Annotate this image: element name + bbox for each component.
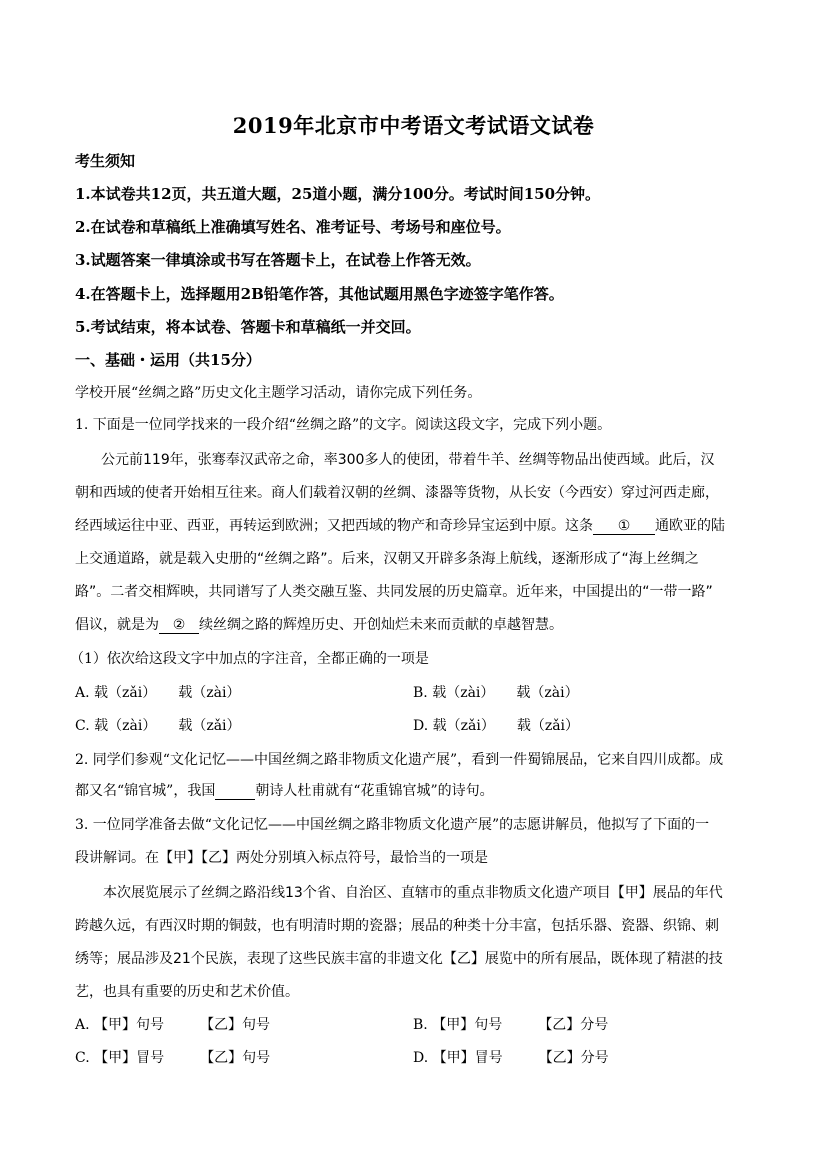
q1-option-c[interactable]: C. 载（zài） 载（zǎi） — [75, 718, 241, 734]
q3-option-c[interactable]: C. 【甲】冒号 【乙】句号 — [75, 1050, 271, 1066]
question-2-line-2: 都又名“锦官城”，我国 朝诗人杜甫就有“花重锦官城”的诗句。 — [75, 783, 494, 799]
passage1-line-6-tail: 续丝绸之路的辉煌历史、开创灿烂未来而贡献的卓越智慧。 — [199, 617, 563, 633]
passage2-line-2: 跨越久远，有西汉时期的铜鼓，也有明清时期的瓷器；展品的种类十分丰富，包括乐器、瓷器、织锦、刺 — [75, 918, 719, 934]
passage1-line-6 — [75, 614, 755, 634]
question-3-line-2: 段讲解词。在【甲】【乙】两处分别填入标点符号，最恰当的一项是 — [75, 850, 488, 866]
notice-item-5: 5.考试结束，将本试卷、答题卡和草稿纸一并交回。 — [75, 318, 421, 336]
section-intro: 学校开展“丝绸之路”历史文化主题学习活动，请你完成下列任务。 — [75, 385, 482, 401]
passage1-line-6-text: 倡议，就是为 — [75, 617, 159, 633]
question-1-stem: 1. 下面是一位同学找来的一段介绍“丝绸之路”的文字。阅读这段文字，完成下列小题。 — [75, 417, 612, 433]
passage1-line-3-tail: 通欧亚的陆 — [655, 518, 725, 534]
passage2-line-3: 绣等；展品涉及21个民族，表现了这些民族丰富的非遗文化【乙】展览中的所有展品，既体现了精湛的技 — [75, 951, 723, 967]
blank-2: ② — [159, 617, 199, 634]
notice-heading: 考生须知 — [75, 152, 136, 170]
passage2-line-1: 本次展览展示了丝绸之路沿线13个省、自治区、直辖市的重点非物质文化遗产项目【甲】展品的年代 — [103, 885, 723, 901]
question-3-line-1: 3. 一位同学准备去做“文化记忆——中国丝绸之路非物质文化遗产展”的志愿讲解员，他拟写了下面的一 — [75, 817, 710, 833]
notice-item-4: 4.在答题卡上，选择题用2B铅笔作答，其他试题用黑色字迹签字笔作答。 — [75, 285, 564, 303]
q3-option-d[interactable]: D. 【甲】冒号 【乙】分号 — [413, 1050, 609, 1066]
section-heading: 一、基础・运用（共15分） — [75, 351, 261, 369]
notice-item-1: 1.本试卷共12页，共五道大题，25道小题，满分100分。考试时间150分钟。 — [75, 185, 601, 203]
passage1-line-5: 路”。二者交相辉映，共同谱写了人类交融互鉴、共同发展的历史篇章。近年来，中国提出的“一带一路” — [75, 584, 713, 600]
q1-option-b[interactable]: B. 载（zài） 载（zài） — [413, 685, 579, 701]
dynasty-blank[interactable] — [215, 783, 255, 800]
passage1-line-1: 公元前119年，张骞奉汉武帝之命，率300多人的使团，带着牛羊、丝绸等物品出使西域。此后，汉 — [101, 452, 715, 468]
passage2-line-4: 艺，也具有重要的历史和艺术价值。 — [75, 984, 299, 1000]
q1-option-a[interactable]: A. 载（zǎi） 载（zài） — [75, 685, 241, 701]
question-2-line-1: 2. 同学们参观“文化记忆——中国丝绸之路非物质文化遗产展”，看到一件蜀锦展品，它来自四川成都。成 — [75, 752, 724, 768]
passage1-line-3 — [75, 515, 755, 535]
notice-item-2: 2.在试卷和草稿纸上准确填写姓名、准考证号、考场号和座位号。 — [75, 218, 511, 236]
q1-option-d[interactable]: D. 载（zǎi） 载（zǎi） — [413, 718, 580, 734]
page-title: 2019年北京市中考语文考试语文试卷 — [232, 113, 595, 138]
blank-1: ① — [593, 518, 655, 535]
passage1-line-2: 朝和西域的使者开始相互往来。商人们载着汉朝的丝绸、漆器等货物，从长安（今西安）穿过河西走廊， — [75, 485, 719, 501]
q3-option-b[interactable]: B. 【甲】句号 【乙】分号 — [413, 1017, 609, 1033]
sub-question-1: （1）依次给这段文字中加点的字注音，全都正确的一项是 — [70, 651, 429, 667]
passage1-line-4: 上交通道路，就是载入史册的“丝绸之路”。后来，汉朝又开辟多条海上航线，逐渐形成了“海上丝绸之 — [75, 551, 699, 567]
q3-option-a[interactable]: A. 【甲】句号 【乙】句号 — [75, 1017, 271, 1033]
passage1-line-3-text: 经西域运往中亚、西亚，再转运到欧洲；又把西域的物产和奇珍异宝运到中原。这条 — [75, 518, 593, 534]
notice-item-3: 3.试题答案一律填涂或书写在答题卡上，在试卷上作答无效。 — [75, 251, 481, 269]
